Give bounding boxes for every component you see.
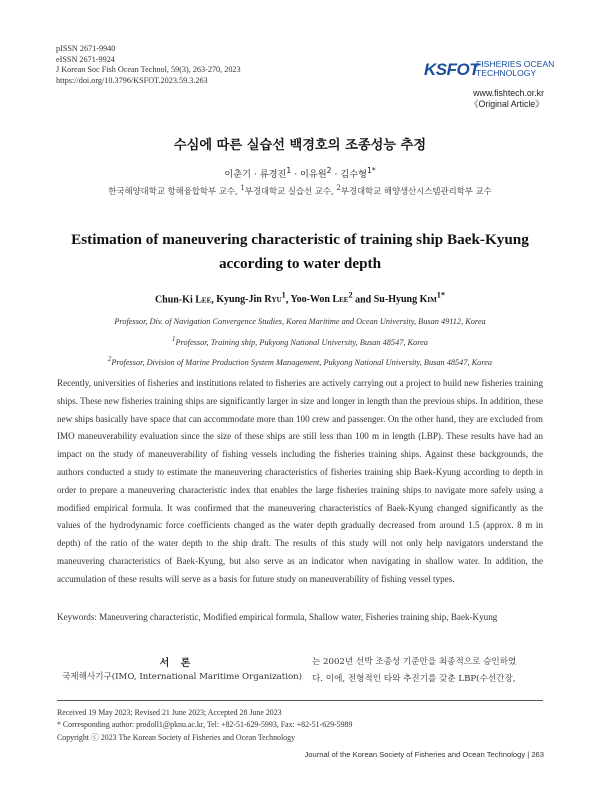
pissn: pISSN 2671-9940	[56, 44, 116, 53]
article-notes	[57, 707, 352, 744]
korean-authors	[0, 166, 600, 180]
logo-line-1: FISHERIES OCEAN	[476, 59, 555, 69]
affil-ko-0: 한국해양대학교 항해융합학부 교수,	[108, 185, 238, 196]
affil-ko-sup-1: 1	[240, 184, 245, 192]
intro-left-column-line: 국제해사기구(IMO, International Maritime Organization)	[62, 672, 303, 682]
logo-text	[476, 60, 554, 79]
affil-en-3-text: Professor, Division of Marine Production System Management, Pukyong National University, Busan 48547, Korea	[111, 357, 493, 367]
footnote-divider	[57, 700, 543, 701]
author-en-3-sup: 2	[348, 291, 353, 300]
logo-mark: KSFOT	[424, 60, 480, 79]
author-ko-3: 이유원	[300, 169, 327, 181]
author-en-4	[373, 291, 446, 306]
site-info	[470, 88, 544, 110]
intro-right-line-2: 다. 이에, 전형적인 타와 추진기를 갖춘 LBP(수선간장,	[312, 674, 516, 684]
author-en-2-given: Kyung-Jin	[216, 294, 262, 306]
affil-en-2	[0, 331, 600, 351]
affil-en-sup-2: 2	[107, 355, 112, 363]
author-en-2-sup: 1	[281, 291, 286, 300]
author-en-2	[216, 291, 286, 306]
korean-title: 수심에 따른 실습선 백경호의 조종성능 추정	[173, 138, 427, 153]
journal-logo	[424, 58, 555, 88]
author-en-4-family: Kim	[419, 294, 437, 306]
author-en-3-given: Yoo-Won	[290, 294, 330, 306]
author-en-1-family: Lee	[195, 294, 212, 306]
received-dates: Received 19 May 2023; Revised 21 June 2023; Accepted 28 June 2023	[57, 708, 282, 717]
author-and: and	[355, 294, 372, 306]
affil-en-1: Professor, Div. of Navigation Convergence Studies, Korea Maritime and Ocean University, Busan 49112, Korea	[114, 317, 486, 326]
journal-meta	[56, 44, 241, 86]
author-en-2-family: Ryu	[264, 294, 282, 306]
english-affiliations	[0, 313, 600, 371]
author-ko-2-sup: 1	[286, 166, 292, 175]
doi-link[interactable]: https://doi.org/10.3796/KSFOT.2023.59.3.263	[56, 75, 208, 85]
author-en-4-sup: 1*	[436, 291, 446, 300]
author-ko-3-sup: 2	[326, 166, 332, 175]
copyright: Copyright ⓒ 2023 The Korean Society of Fisheries and Ocean Technology	[57, 732, 296, 742]
korean-affiliations	[0, 184, 600, 197]
affil-en-sup-1: 1	[172, 335, 176, 343]
intro-right-column	[312, 654, 544, 688]
author-en-1	[155, 294, 211, 305]
section-heading-introduction: 서 론	[159, 658, 195, 669]
author-ko-2: 류경진	[259, 169, 287, 181]
author-en-4-given: Su-Hyung	[373, 294, 418, 306]
affil-ko-2: 부경대학교 해양생산시스템관리학부 교수	[340, 185, 492, 196]
english-authors: Chun-Ki Lee, Kyung-Jin Ryu$^1$, Yoo-Won Lee$^2$ and Su-Hyung Kim$^{1*}$	[154, 291, 446, 306]
author-ko-4: 김수형	[340, 169, 367, 181]
article-type: 《Original Article》	[469, 98, 544, 109]
author-en-1-given: Chun-Ki	[154, 294, 193, 306]
corresponding-author: * Corresponding author: prodoll1@pknu.ac.kr, Tel: +82-51-629-5993, Fax: +82-51-629-5989	[57, 720, 353, 730]
abstract: Recently, universities of fisheries and institutions related to fisheries are actively carrying out a project to build new fisheries training ships. These new fisheries training ships are significantly larger in size and longer in length than the previous ships. In addition, these new ships basically have space that can accommodate more than 100 crew and passenger. On the other hand, they are excluded from IMO maneuverability evaluation since the size of these ships are still less than 100 m in length (LBP). These results have had an impact on the study of maneuverability of fishing vessels including the fisheries training ships. Against these backgrounds, the authors conducted a study to estimate the maneuvering characteristics of fisheries training ship Baek-Kyung according to depth in order to prepare a maneuvering characteristic index that enables the large fisheries training ships to navigate more safely using a modified empirical formula. It was confirmed that the maneuvering characteristics of Baek-Kyung changed significantly as the values of the hydrodynamic force coefficients changed as the water depth gradually decreased from around 1.5 (approx. 8 m in depth) of the ratio of the water depth to the ship draft. The results of this study will not only help navigators understand the maneuvering characteristics of Baek-Kyung, but also serve as an indicator when navigating in shallow water. In addition, the accumulation of these results will serve as a basis for future study on maneuverability of fishing vessel types.	[57, 378, 543, 584]
affil-en-3	[0, 351, 600, 371]
site-url[interactable]: www.fishtech.or.kr	[473, 88, 544, 98]
author-separator: ·	[294, 169, 298, 181]
page-footer: Journal of the Korean Society of Fisheries and Ocean Technology | 263	[304, 750, 544, 759]
affil-ko-1: 부경대학교 실습선 교수,	[244, 185, 334, 196]
eissn: eISSN 2671-9924	[56, 54, 115, 64]
affil-ko-sup-2: 2	[336, 184, 341, 192]
author-ko-1: 이춘기	[224, 169, 251, 181]
author-separator: ·	[334, 169, 338, 181]
logo-line-2: TECHNOLOGY	[476, 68, 537, 79]
author-ko-4-sup: 1*	[366, 166, 376, 175]
english-title: Estimation of maneuvering characteristic of training ship Baek-Kyung according to water depth	[71, 231, 529, 272]
citation: J Korean Soc Fish Ocean Technol, 59(3), 263-270, 2023	[56, 65, 241, 75]
affil-en-2-text: Professor, Training ship, Pukyong National University, Busan 48547, Korea	[175, 337, 428, 347]
author-en-3-family: Lee	[332, 294, 349, 306]
intro-right-line-1: 는 2002년 선박 조종성 기준안을 최종적으로 승인하였	[312, 657, 517, 667]
author-separator: ·	[253, 169, 257, 181]
keywords: Keywords: Maneuvering characteristic, Modified empirical formula, Shallow water, Fisheries training ship, Baek-Kyung	[57, 612, 498, 622]
author-en-3	[290, 291, 353, 306]
